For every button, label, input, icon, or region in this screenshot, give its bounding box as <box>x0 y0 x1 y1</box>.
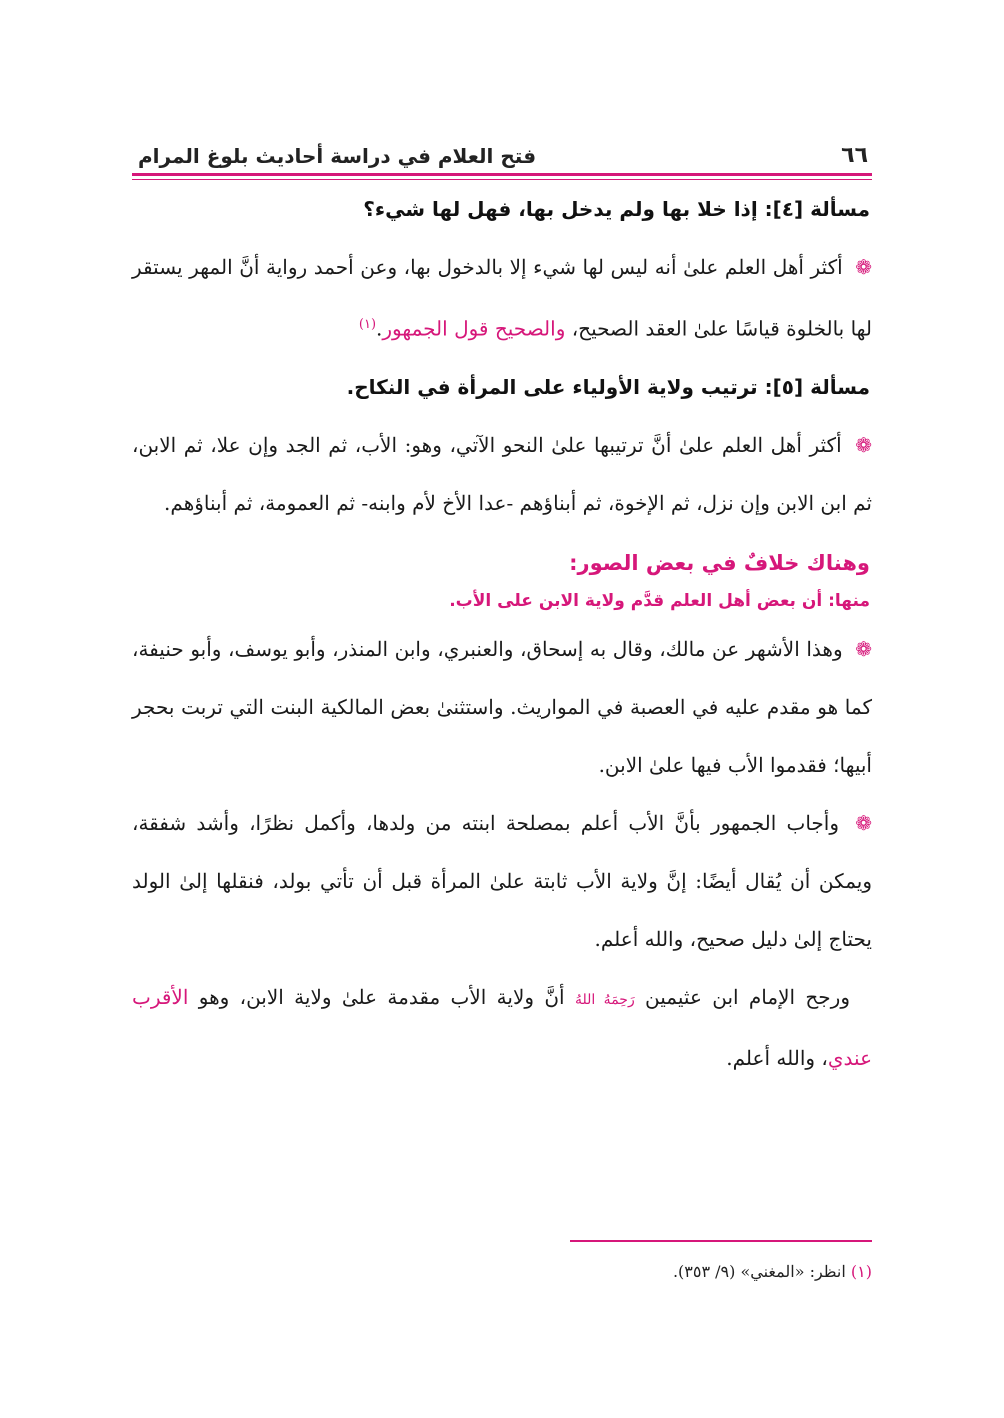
question-5-answer <box>132 416 872 532</box>
disagreement-heading: وهناك خلافٌ في بعض الصور: <box>569 550 870 575</box>
disagreement-subheading: منها: أن بعض أهل العلم قدَّم ولاية الابن على الأب. <box>449 590 870 611</box>
flower-bullet-icon: ❁ <box>855 255 873 279</box>
disagreement-para-1 <box>132 620 872 794</box>
footnote <box>673 1262 872 1281</box>
header-rule <box>132 173 872 176</box>
page-number: ٦٦ <box>841 143 868 168</box>
question-4-title: إذا خلا بها ولم يدخل بها، فهل لها شيء؟ <box>363 197 758 221</box>
flower-bullet-icon: ❁ <box>855 432 872 457</box>
question-4-label: مسألة [٤]: <box>764 197 870 221</box>
flower-bullet-icon: ❁ <box>855 636 873 661</box>
disagreement-para-2-text: وأجاب الجمهور بأنَّ الأب أعلم بمصلحة ابنته من ولدها، وأكمل نظرًا، وأشد شفقة، ويمكن أن يُقال أيضًا: إنَّ ولاية الأب ثابتة علىٰ المرأة قبل أن تأتي بولد، فنقلها إلىٰ الولد يحتاج إلىٰ دليل صحيح، والله أعلم. <box>132 810 872 951</box>
disagreement-para-3-text-a: ورجح الإمام ابن عثيمين <box>645 984 850 1009</box>
footnote-ref[interactable]: (١) <box>358 317 377 332</box>
disagreement-para-3 <box>132 968 872 1087</box>
question-4-answer-text: أكثر أهل العلم علىٰ أنه ليس لها شيء إلا بالدخول بها، وعن أحمد رواية أنَّ المهر يستقر لها بالخلوة قياسًا علىٰ العقد الصحيح، <box>132 255 872 341</box>
page-content <box>132 186 872 1087</box>
disagreement-para-2 <box>132 794 872 968</box>
page-header <box>132 128 872 168</box>
disagreement-para-3-text-c: ، والله أعلم. <box>726 1045 828 1070</box>
disagreement-para-3-text-b: أنَّ ولاية الأب مقدمة علىٰ ولاية الابن، وهو <box>198 984 565 1009</box>
question-4-highlight: والصحيح قول الجمهور <box>382 316 566 341</box>
footnote-rule <box>570 1240 872 1242</box>
honorific: رَحِمَهُ اللهُ <box>574 991 635 1008</box>
question-5-answer-text: أكثر أهل العلم علىٰ أنَّ ترتيبها علىٰ النحو الآتي، وهو: الأب، ثم الجد وإن علا، ثم الابن، ثم ابن الابن وإن نزل، ثم الإخوة، ثم أبناؤهم -عدا الأخ لأم وابنه- ثم العمومة، ثم أبناؤهم. <box>132 432 872 515</box>
question-4-answer: ❁ أكثر أهل العلم علىٰ أنه ليس لها شيء إلا بالدخول بها، وعن أحمد رواية أنَّ المهر يستقر لها بالخلوة قياسًا علىٰ العقد الصحيح، والصحيح قول الجمهور.$^{(١)}$ <box>132 255 873 341</box>
book-page <box>132 0 872 1418</box>
disagreement-para-1-text: وهذا الأشهر عن مالك، وقال به إسحاق، والعنبري، وابن المنذر، وأبو يوسف، وأبو حنيفة، كما هو مقدم عليه في العصبة في المواريث. واستثنىٰ بعض المالكية البنت التي تربت بحجر أبيها؛ فقدموا الأب فيها علىٰ الابن. <box>132 636 872 777</box>
running-title: فتح العلام في دراسة أحاديث بلوغ المرام <box>138 144 537 168</box>
header-rule-thin <box>132 179 872 180</box>
disagreement-highlight: الأقرب عندي <box>132 984 872 1070</box>
footnote-text: انظر: «المغني» (٩/ ٣٥٣). <box>672 1262 846 1281</box>
question-5-label: مسألة [٥]: <box>764 374 870 399</box>
question-5-heading <box>132 372 870 402</box>
flower-bullet-icon: ❁ <box>855 810 872 835</box>
question-5-title: ترتيب ولاية الأولياء على المرأة في النكاح. <box>346 374 758 399</box>
footnote-number: (١) <box>850 1262 872 1281</box>
question-4-heading <box>132 194 870 224</box>
